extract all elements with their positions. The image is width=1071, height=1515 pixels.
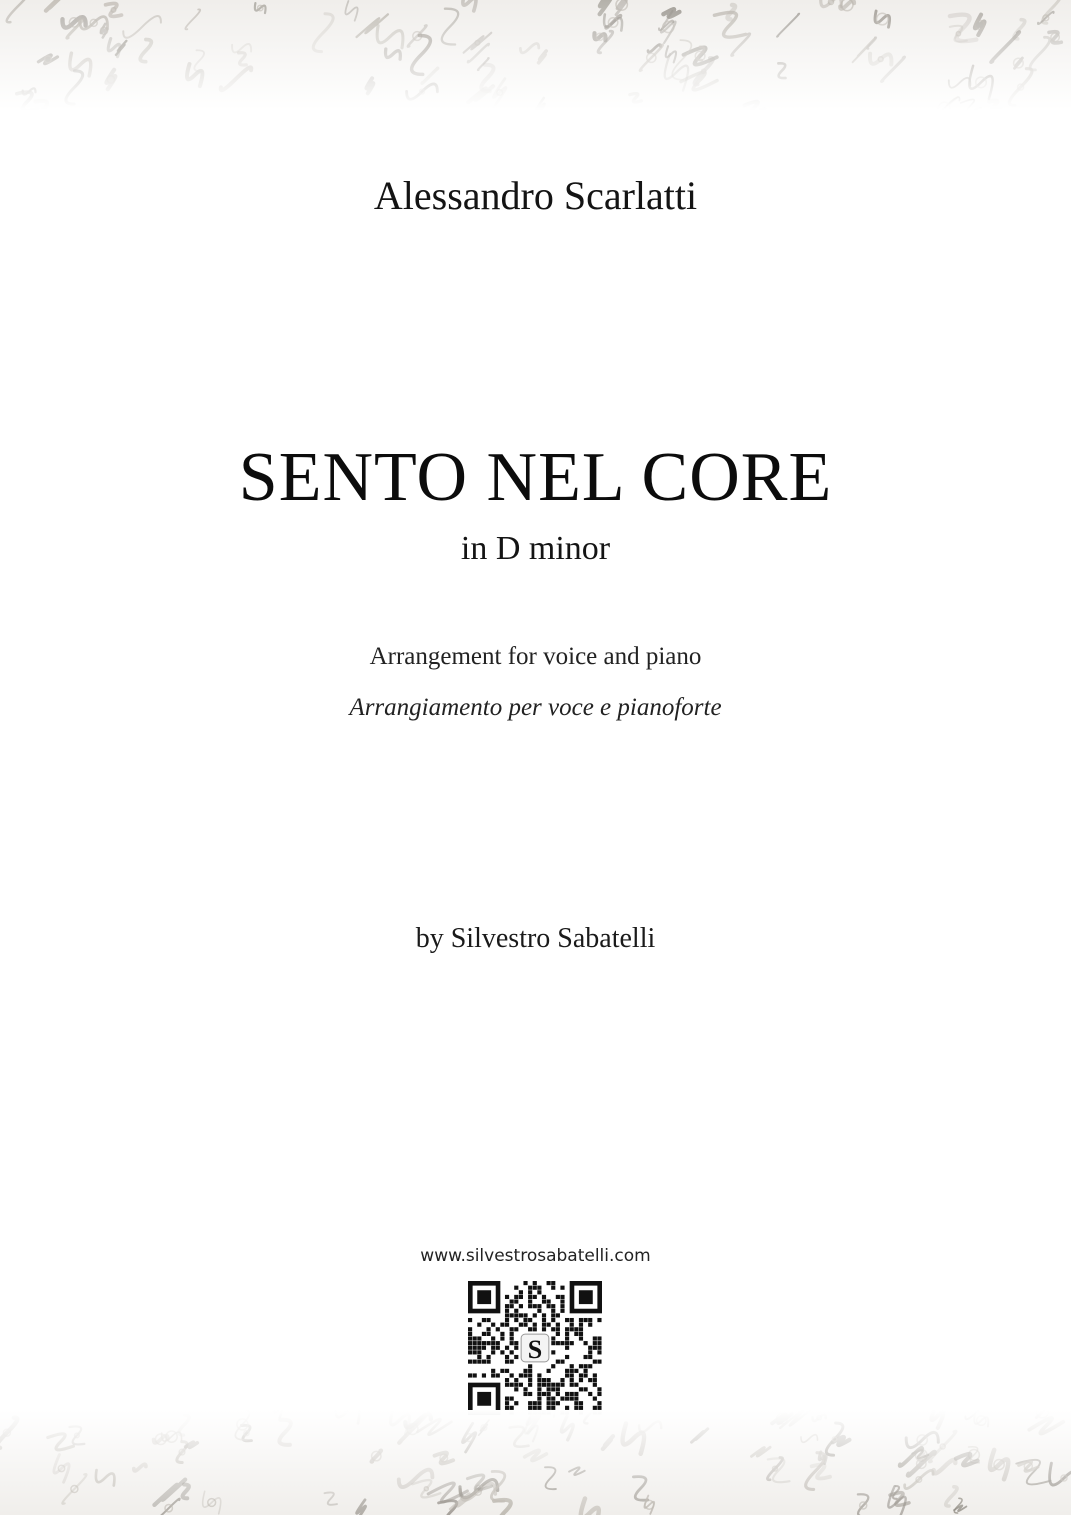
arranger-credit: by Silvestro Sabatelli <box>415 923 656 954</box>
decorative-top-border <box>0 0 1071 110</box>
website-link[interactable]: www.silvestrosabatelli.com <box>420 1246 651 1266</box>
ornament-pattern-top <box>0 0 1071 110</box>
decorative-bottom-border <box>0 1410 1071 1515</box>
piece-title: SENTO NEL CORE <box>238 439 833 516</box>
ornament-pattern-bottom <box>0 1410 1071 1515</box>
piece-key: in D minor <box>460 530 611 567</box>
composer-name: Alessandro Scarlatti <box>373 173 698 218</box>
arrangement-english: Arrangement for voice and piano <box>369 643 702 670</box>
qr-code-graphic <box>468 1281 602 1415</box>
arrangement-italian: Arrangiamento per voce e pianoforte <box>349 694 722 721</box>
qr-logo-letter: S <box>527 1335 543 1364</box>
qr-code[interactable] <box>468 1281 602 1415</box>
